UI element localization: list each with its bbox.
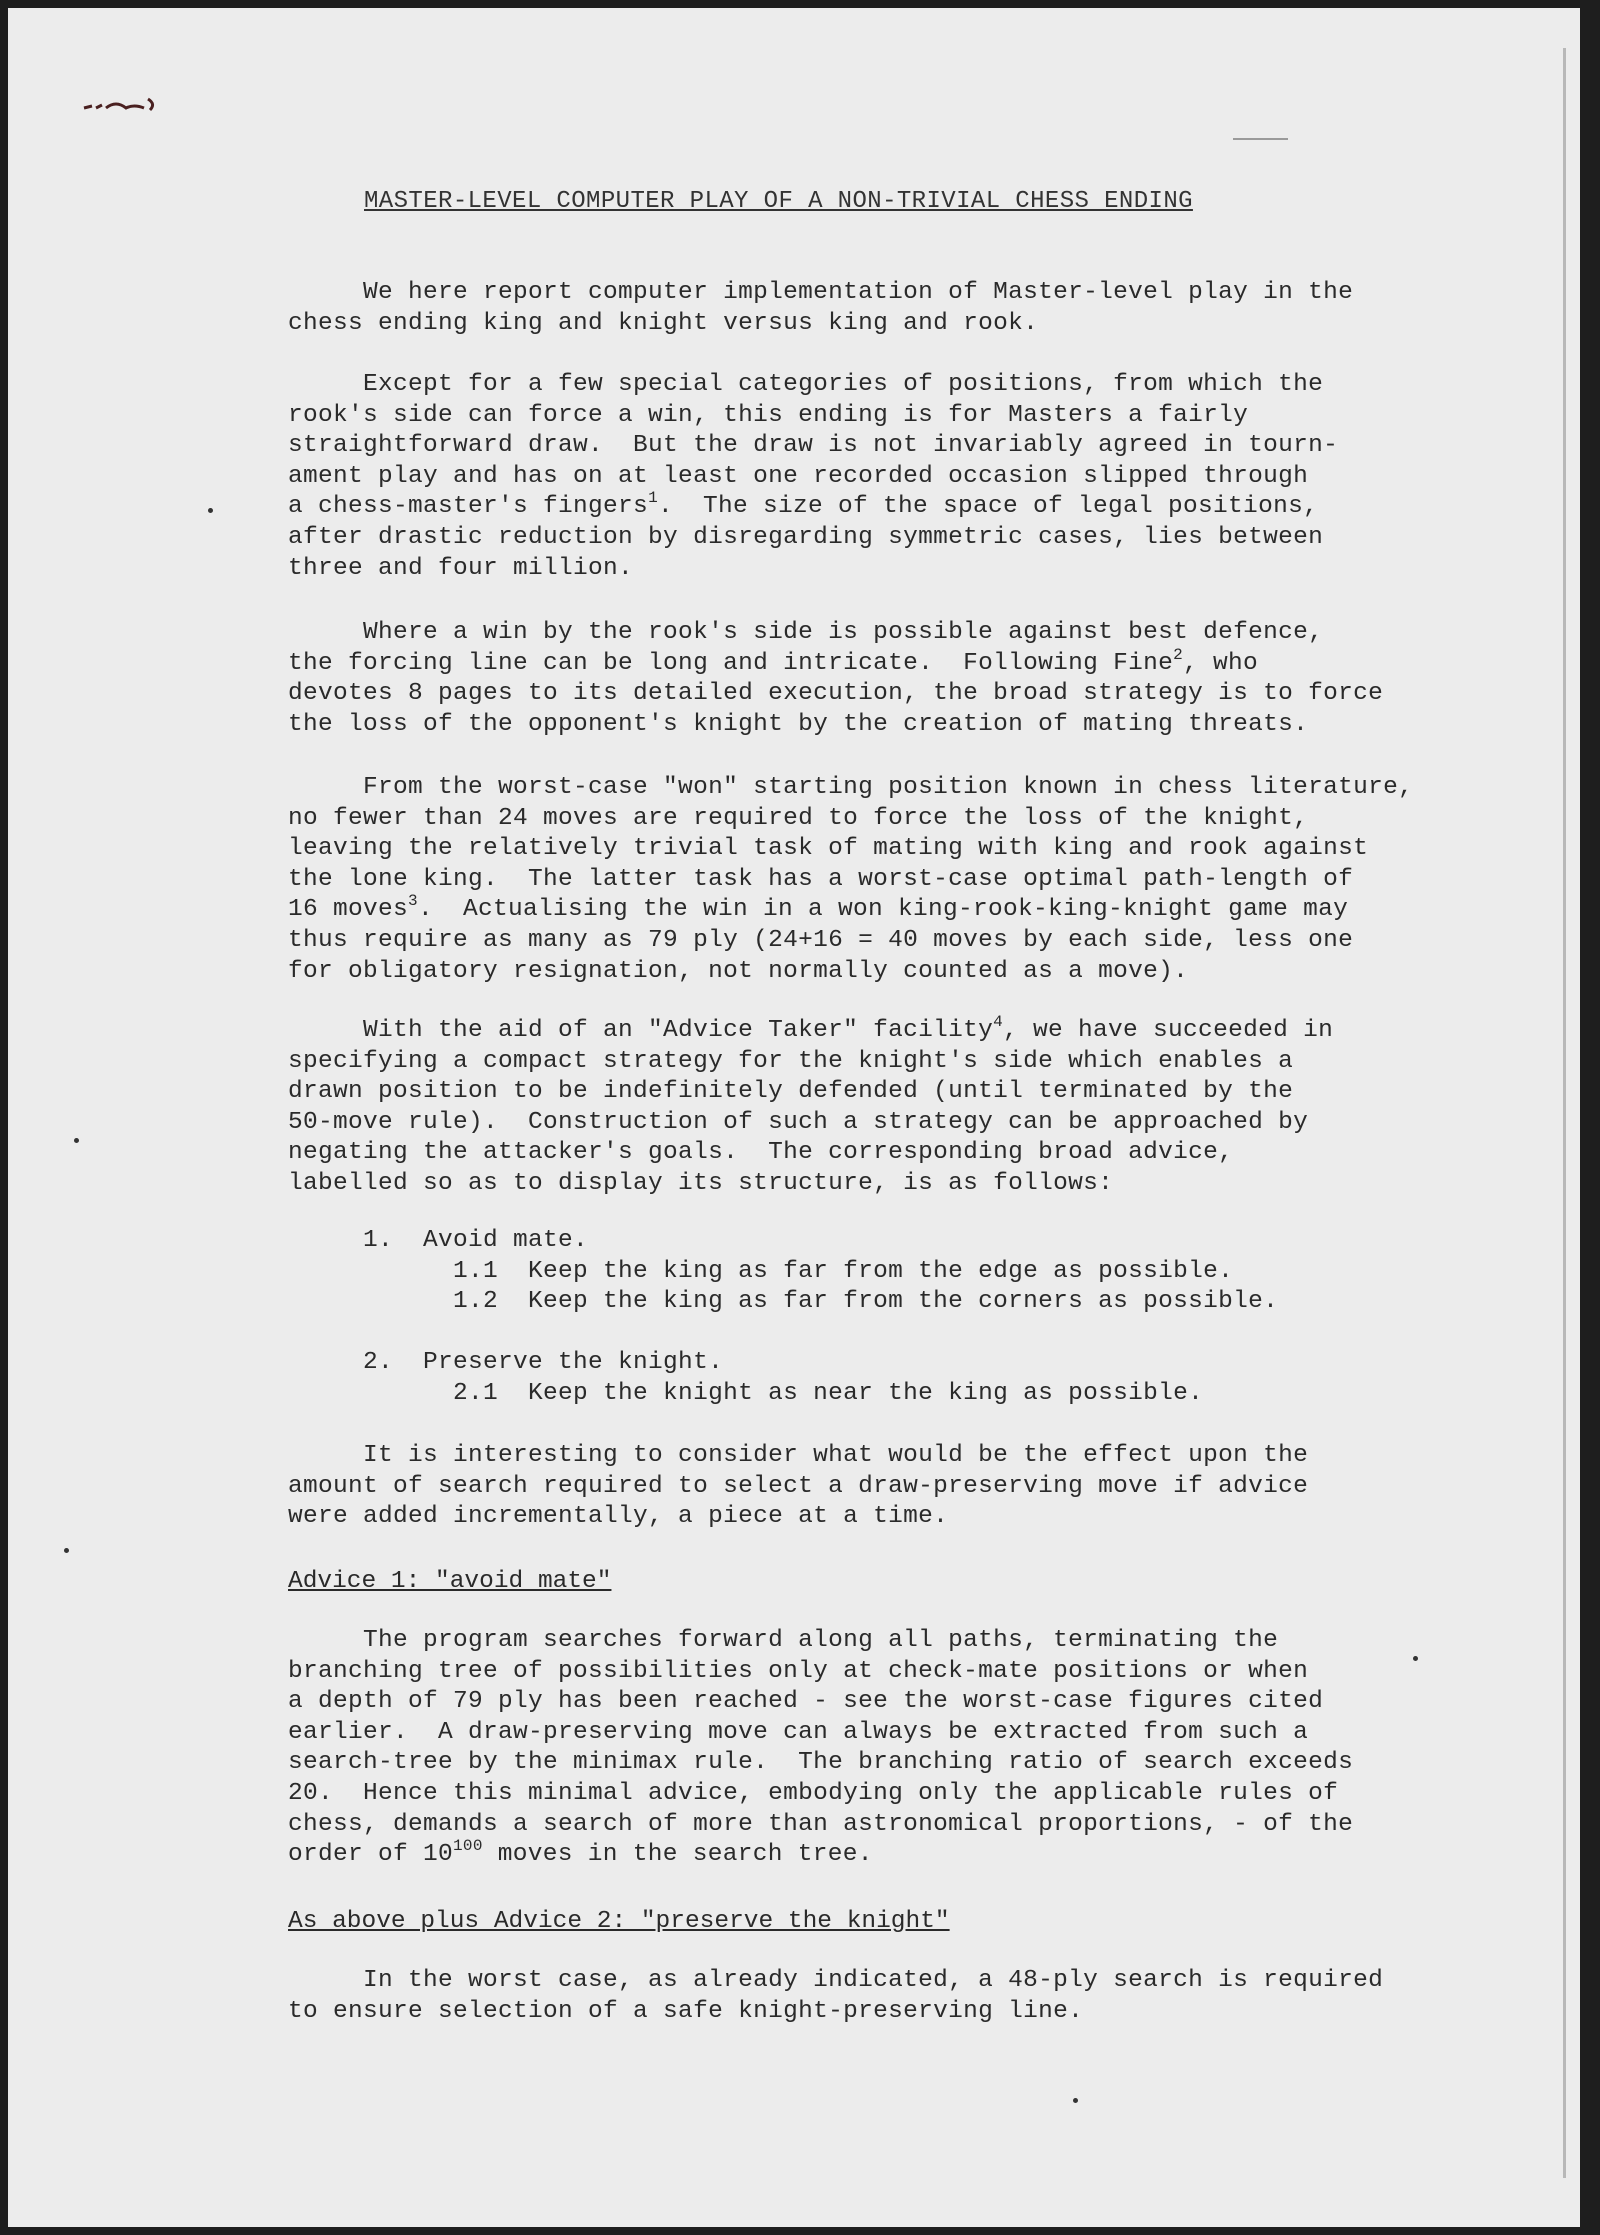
text-line: branching tree of possibilities only at check-mate positions or when	[288, 1657, 1309, 1685]
text-line: search-tree by the minimax rule. The branching ratio of search exceeds	[288, 1749, 1354, 1777]
paragraph-forcing-line	[288, 618, 1428, 740]
text-line: no fewer than 24 moves are required to force the loss of the knight,	[288, 804, 1309, 832]
text-line: straightforward draw. But the draw is not invariably agreed in tourn-	[288, 432, 1339, 460]
text-line: 20. Hence this minimal advice, embodying only the applicable rules of	[288, 1779, 1339, 1807]
text-fragment: . The size of the space of legal positions,	[657, 493, 1319, 521]
document-page	[8, 8, 1580, 2227]
text-fragment: , we have succeeded in	[1003, 1017, 1334, 1044]
text-line: drawn position to be indefinitely defended (until terminated by the	[288, 1078, 1294, 1106]
heading-advice-1: Advice 1: "avoid mate"	[288, 1568, 612, 1595]
text-fragment: , who	[1183, 649, 1259, 677]
text-line: 50-move rule). Construction of such a strategy can be approached by	[288, 1108, 1309, 1136]
exponent: 100	[453, 1837, 483, 1856]
margin-dot	[208, 508, 213, 513]
text-line: chess, demands a search of more than astronomical proportions, - of the	[288, 1810, 1354, 1838]
list-item: 1. Avoid mate.	[288, 1227, 589, 1254]
text-line: the loss of the opponent's knight by the creation of mating threats.	[288, 710, 1309, 738]
text-line: negating the attacker's goals. The corresponding broad advice,	[288, 1139, 1234, 1167]
text-line	[288, 489, 1428, 523]
footnote-ref: 4	[993, 1013, 1004, 1031]
list-item: 2. Preserve the knight.	[288, 1349, 724, 1376]
text-line: after drastic reduction by disregarding symmetric cases, lies between	[288, 523, 1324, 551]
paragraph-advice-1	[288, 1626, 1428, 1871]
text-line: Where a win by the rook's side is possible against best defence,	[288, 619, 1324, 646]
text-line: We here report computer implementation of Master-level play in the	[288, 279, 1354, 306]
text-line: to ensure selection of a safe knight-preserving line.	[288, 1997, 1084, 2025]
text-line: rook's side can force a win, this ending is for Masters a fairly	[288, 401, 1249, 429]
text-line	[288, 645, 1428, 680]
list-item: 2.1 Keep the knight as near the king as possible.	[288, 1379, 1204, 1407]
text-line: Except for a few special categories of positions, from which the	[288, 371, 1324, 398]
text-line: In the worst case, as already indicated, a 48-ply search is required	[288, 1967, 1384, 1994]
text-fragment: . Actualising the win in a won king-rook-king-knight game may	[417, 896, 1349, 924]
margin-dot	[64, 1548, 69, 1553]
margin-dot	[74, 1138, 79, 1143]
list-item: 1.2 Keep the king as far from the corners as possible.	[288, 1288, 1279, 1316]
text-line: were added incrementally, a piece at a time.	[288, 1503, 949, 1531]
text-line	[288, 1837, 1428, 1871]
margin-dot	[1073, 2098, 1078, 2103]
text-fragment: 16 moves	[288, 896, 409, 924]
text-line: earlier. A draw-preserving move can always be extracted from such a	[288, 1718, 1309, 1746]
advice-list-2	[288, 1348, 1428, 1409]
text-line: chess ending king and knight versus king and rook.	[288, 309, 1039, 337]
page-mark	[1233, 138, 1288, 140]
text-line	[288, 1013, 1428, 1047]
paragraph-intro	[288, 278, 1428, 339]
text-line: labelled so as to display its structure, is as follows:	[288, 1169, 1114, 1197]
text-fragment: moves in the search tree.	[482, 1841, 873, 1869]
text-line: devotes 8 pages to its detailed execution, the broad strategy is to force	[288, 680, 1384, 708]
footnote-ref: 1	[648, 489, 658, 508]
text-line: amount of search required to select a draw-preserving move if advice	[288, 1472, 1309, 1500]
heading-advice-2: As above plus Advice 2: "preserve the knight"	[288, 1908, 950, 1935]
paragraph-worst-case	[288, 773, 1428, 987]
list-item: 1.1 Keep the king as far from the edge as possible.	[288, 1257, 1234, 1285]
text-line: It is interesting to consider what would be the effect upon the	[288, 1442, 1309, 1469]
paragraph-consider	[288, 1441, 1428, 1533]
text-line: The program searches forward along all paths, terminating the	[288, 1627, 1279, 1654]
text-line: specifying a compact strategy for the knight's side which enables a	[288, 1047, 1294, 1075]
paragraph-advice-taker	[288, 1013, 1428, 1200]
text-line: From the worst-case "won" starting position known in chess literature,	[288, 774, 1414, 801]
text-line: three and four million.	[288, 554, 634, 582]
text-line: ament play and has on at least one recorded occasion slipped through	[288, 462, 1309, 490]
text-line: a depth of 79 ply has been reached - see the worst-case figures cited	[288, 1688, 1324, 1716]
text-line: for obligatory resignation, not normally counted as a move).	[288, 957, 1189, 985]
paragraph-draw	[288, 370, 1428, 584]
text-line	[288, 892, 1428, 926]
text-line: the lone king. The latter task has a worst-case optimal path-length of	[288, 865, 1354, 893]
text-fragment: the forcing line can be long and intricate. Following Fine	[288, 649, 1174, 677]
page-edge-shadow	[1563, 48, 1566, 2178]
text-fragment: a chess-master's fingers	[288, 493, 649, 521]
advice-list	[288, 1226, 1428, 1318]
paragraph-advice-2	[288, 1966, 1428, 2027]
text-line: leaving the relatively trivial task of mating with king and rook against	[288, 835, 1369, 863]
corner-pencil-mark	[82, 96, 158, 114]
footnote-ref: 3	[408, 892, 418, 911]
text-fragment: order of 10	[288, 1841, 454, 1869]
footnote-ref: 2	[1173, 645, 1184, 664]
document-title: MASTER-LEVEL COMPUTER PLAY OF A NON-TRIVIAL CHESS ENDING	[364, 188, 1193, 215]
text-fragment: With the aid of an "Advice Taker" facility	[288, 1017, 994, 1044]
text-line: thus require as many as 79 ply (24+16 = 40 moves by each side, less one	[288, 926, 1354, 954]
